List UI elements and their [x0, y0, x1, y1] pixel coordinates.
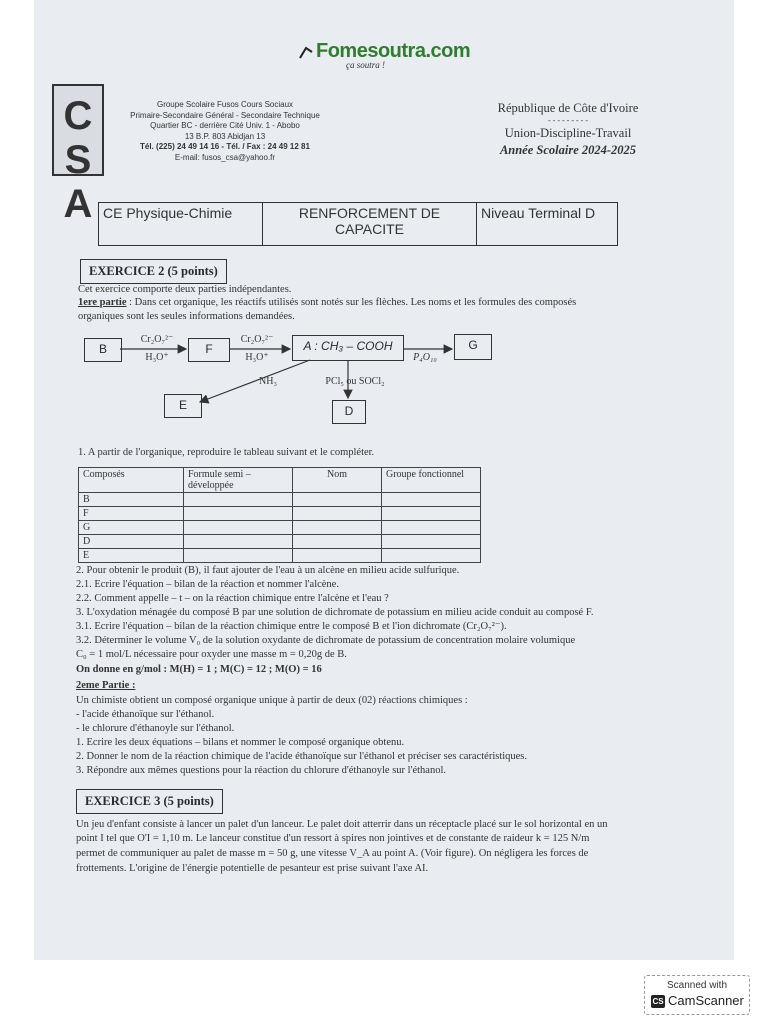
ex3-line: Un jeu d'enfant consiste à lancer un palet d'un lanceur. Le palet doit atterrir dans un réceptacle placé sur le sol horizontal en un	[76, 819, 608, 830]
logo-brand: Fomesoutra.com	[316, 40, 471, 62]
level-cell: Niveau Terminal D	[477, 203, 618, 246]
part2-label: 2eme Partie :	[76, 680, 136, 691]
ex2-question-3-2: 3.2. Déterminer le volume V₀ de la solution oxydante de dichromate de potassium de concentration molaire volumique	[76, 635, 576, 646]
part2-line: 2. Donner le nom de la réaction chimique de l'acide éthanoïque sur l'éthanol et préciser ses caractéristiques.	[76, 751, 528, 762]
col-header-formula: Formule semi – développée	[184, 468, 293, 493]
part1-text: : Dans cet organique, les réactifs utilisés sont notés sur les flèches. Les noms et les formules des composés	[126, 297, 577, 308]
row-label: G	[79, 521, 184, 535]
camscanner-logo-icon: CS	[652, 997, 664, 1006]
ex2-given-data: On donne en g/mol : M(H) = 1 ; M(C) = 12 ; M(O) = 16	[76, 664, 322, 675]
emblem-letters: CSA	[56, 94, 100, 226]
ex2-part1-line2: organiques sont les seules informations demandées.	[78, 311, 295, 322]
row-label: F	[79, 507, 184, 521]
compound-table	[78, 467, 481, 563]
scanned-with-text: Scanned with	[666, 980, 728, 991]
separator-dots: - - - - - - - - -	[548, 116, 588, 125]
title-cell: RENFORCEMENT DE CAPACITE	[263, 203, 477, 246]
col-header-group: Groupe fonctionnel	[382, 468, 481, 493]
oxidant-2-bottom: H₃O⁺	[245, 352, 269, 363]
ex3-line: frottements. L'origine de l'énergie potentielle de pesanteur est prise suivant l'axe AI.	[76, 863, 429, 874]
part2-line: Un chimiste obtient un composé organique unique à partir de deux (02) réactions chimiques :	[76, 695, 468, 706]
row-label: E	[79, 549, 184, 563]
row-label: D	[79, 535, 184, 549]
oxidant-1-top: Cr₂O₇²⁻	[140, 334, 174, 345]
school-address-2: 13 B.P. 803 Abidjan 13	[184, 131, 266, 141]
table-row	[79, 549, 481, 563]
reagent-nh3: NH₃	[259, 376, 277, 387]
ex2-intro: Cet exercice comporte deux parties indépendantes.	[78, 284, 292, 295]
school-email: E-mail: fusos_csa@yahoo.fr	[174, 152, 276, 162]
subject-cell: CE Physique-Chimie	[99, 203, 263, 246]
school-year: Année Scolaire 2024-2025	[499, 143, 637, 157]
ex2-question-2-2: 2.2. Comment appelle – t – on la réaction chimique entre l'alcène et l'eau ?	[76, 593, 389, 604]
exercise-3-title: EXERCICE 3 (5 points)	[76, 789, 223, 814]
row-label: B	[79, 493, 184, 507]
ex3-line: point I tel que O'I = 1,10 m. Le lanceur constitue d'un ressort à spires non jointives et de constante de raideur k = 125 N/m	[76, 833, 590, 844]
republic-block	[478, 100, 658, 159]
school-address-1: Quartier BC - derrière Cité Univ. 1 - Abobo	[150, 121, 300, 130]
camscanner-badge	[644, 975, 750, 1015]
ex2-question-3: 3. L'oxydation ménagée du composé B par une solution de dichromate de potassium en milieu acide conduit au composé F.	[76, 607, 594, 618]
logo-mark-icon	[298, 46, 314, 60]
school-level: Primaire-Secondaire Général - Secondaire Technique	[130, 110, 320, 120]
compound-f: F	[188, 338, 230, 362]
table-row	[79, 521, 481, 535]
compound-g: G	[454, 334, 492, 360]
reagent-pcl5: PCl₅ ou SOCl₂	[325, 376, 385, 387]
school-emblem	[52, 84, 104, 226]
oxidant-2-top: Cr₂O₇²⁻	[240, 334, 274, 345]
part2-line: - l'acide éthanoïque sur l'éthanol.	[76, 709, 215, 720]
table-row	[79, 507, 481, 521]
school-name: Groupe Scolaire Fusos Cours Sociaux	[156, 100, 294, 109]
ex2-question-3-1: 3.1. Ecrire l'équation – bilan de la réaction chimique entre le composé B et l'ion dichromate (Cr₂O₇²⁻).	[76, 621, 507, 632]
exercise-2-title: EXERCICE 2 (5 points)	[80, 259, 227, 284]
compound-d: D	[332, 400, 366, 424]
camscanner-name: CamScanner	[668, 993, 744, 1008]
reagent-p4o10: P₄O₁₀	[413, 352, 437, 363]
school-info	[110, 100, 340, 163]
compound-e: E	[164, 394, 202, 418]
ex3-line: permet de communiquer au palet de masse m = 50 g, une vitesse V_A au point A. (Voir figure). On négligera les forces de	[76, 848, 589, 859]
logo-slogan: ça soutra !	[346, 60, 385, 70]
col-header-compounds: Composés	[79, 468, 184, 493]
part2-line: 3. Répondre aux mêmes questions pour la réaction du chlorure d'éthanoyle sur l'éthanol.	[76, 765, 447, 776]
part1-label: 1ere partie	[78, 297, 127, 308]
ex2-question-1: 1. A partir de l'organique, reproduire le tableau suivant et le compléter.	[78, 447, 375, 458]
part2-line: 1. Ecrire les deux équations – bilans et nommer le composé organique obtenu.	[76, 737, 405, 748]
ex2-question-2: 2. Pour obtenir le produit (B), il faut ajouter de l'eau à un alcène en milieu acide sulfurique.	[76, 565, 460, 576]
table-row	[79, 535, 481, 549]
table-row	[79, 493, 481, 507]
school-phone: Tél. (225) 24 49 14 16 - Tél. / Fax : 24 49 12 81	[140, 142, 310, 151]
ex2-question-2-1: 2.1. Ecrire l'équation – bilan de la réaction et nommer l'alcène.	[76, 579, 339, 590]
oxidant-1-bottom: H₃O⁺	[145, 352, 169, 363]
ex2-question-3-2-cont: C₀ = 1 mol/L nécessaire pour oxyder une masse m = 0,20g de B.	[76, 649, 347, 660]
col-header-name: Nom	[293, 468, 382, 493]
header-table	[98, 202, 618, 246]
compound-a: A : CH₃ – COOH	[292, 335, 404, 361]
part2-line: - le chlorure d'éthanoyle sur l'éthanol.	[76, 723, 235, 734]
reaction-diagram	[80, 332, 520, 432]
compound-b: B	[84, 338, 122, 362]
ex2-part1-line1	[78, 296, 576, 310]
national-motto: Union-Discipline-Travail	[504, 126, 632, 140]
fomesoutra-logo	[298, 40, 478, 70]
country-name: République de Côte d'Ivoire	[497, 101, 639, 115]
